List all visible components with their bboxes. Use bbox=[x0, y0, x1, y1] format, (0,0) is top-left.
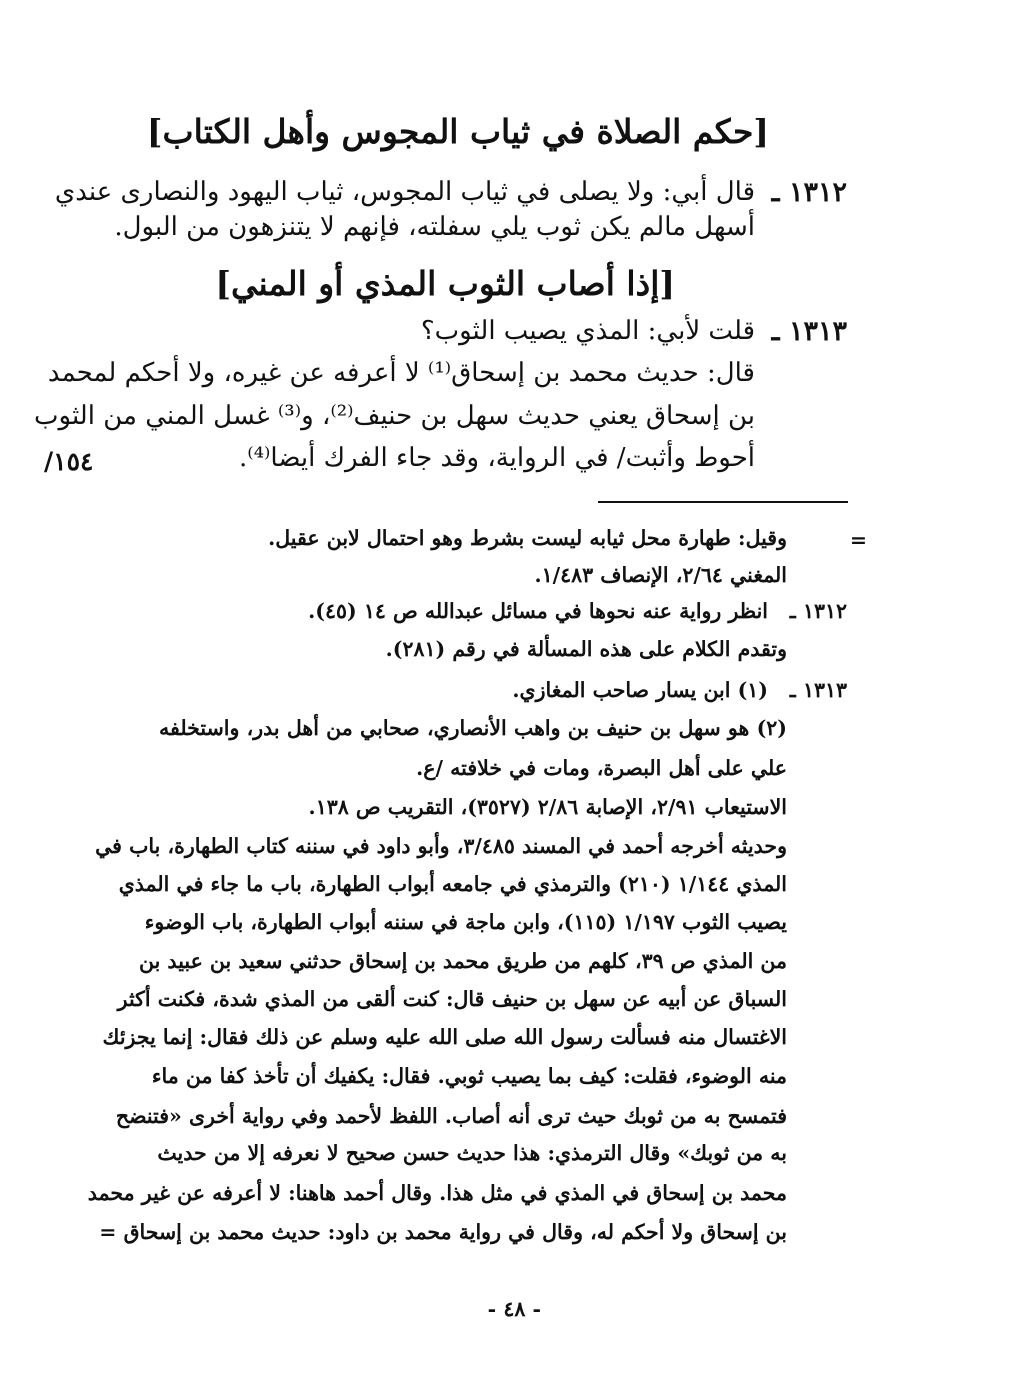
page-number: - ٤٨ - bbox=[487, 1297, 541, 1321]
footnote-line: من المذي ص ٣٩، كلهم من طريق محمد بن إسحاق حدثني سعيد بن عبيد بن bbox=[138, 949, 787, 973]
footnote-line: علي على أهل البصرة، ومات في خلافته /ع. bbox=[416, 756, 787, 780]
entry-text-line: أسهل مالم يكن ثوب يلي سفلته، فإنهم لا يتنزهون من البول. bbox=[114, 212, 755, 242]
footnote-separator bbox=[598, 501, 848, 503]
section-heading: [حكم الصلاة في ثياب المجوس وأهل الكتاب] bbox=[146, 112, 769, 151]
entry-text-line: قال: حديث محمد بن إسحاق⁽¹⁾ لا أعرفه عن غيره، ولا أحكم لمحمد bbox=[47, 358, 755, 388]
entry-text-line: قال أبي: ولا يصلى في ثياب المجوس، ثياب اليهود والنصارى عندي bbox=[54, 177, 755, 207]
section-heading: [إذا أصاب الثوب المذي أو المني] bbox=[215, 264, 675, 303]
entry-text-line: بن إسحاق يعني حديث سهل بن حنيف⁽²⁾، و⁽³⁾ غسل المني من الثوب bbox=[34, 401, 755, 431]
footnote-line: الاستيعاب ٢/٩١، الإصابة ٢/٨٦ (٣٥٢٧)، التقريب ص ١٣٨. bbox=[308, 795, 787, 819]
footnote-line: السباق عن أبيه عن سهل بن حنيف قال: كنت ألقى من المذي شدة، فكنت أكثر bbox=[117, 987, 787, 1011]
continuation-mark: = bbox=[849, 528, 867, 552]
footnote-number: ١٣١٢ ـ bbox=[789, 599, 847, 623]
footnote-line: محمد بن إسحاق في المذي في مثل هذا. وقال أحمد هاهنا: لا أعرفه عن غير محمد bbox=[87, 1181, 787, 1205]
footnote-line: بن إسحاق ولا أحكم له، وقال في رواية محمد بن داود: حديث محمد بن إسحاق = bbox=[99, 1220, 787, 1244]
footnote-line: المذي ١/١٤٤ (٢١٠) والترمذي في جامعه أبواب الطهارة، باب ما جاء في المذي bbox=[118, 872, 787, 896]
footnote-line: به من ثوبك» وقال الترمذي: هذا حديث حسن صحيح لا نعرفه إلا من حديث bbox=[157, 1141, 787, 1165]
footnote-line: منه الوضوء، فقلت: كيف بما يصيب ثوبي. فقال: يكفيك أن تأخذ كفا من ماء bbox=[151, 1064, 787, 1088]
footnote-line: المغني ٢/٦٤، الإنصاف ١/٤٨٣. bbox=[534, 563, 787, 587]
entry-number: ١٣١٢ ـ bbox=[771, 177, 847, 208]
footnote-line: (١) ابن يسار صاحب المغازي. bbox=[512, 678, 768, 702]
margin-page-reference: /١٥٤ bbox=[44, 447, 94, 476]
entry-text-line: قلت لأبي: المذي يصيب الثوب؟ bbox=[420, 316, 755, 346]
entry-number: ١٣١٣ ـ bbox=[771, 316, 847, 347]
footnote-line: وقيل: طهارة محل ثيابه ليست بشرط وهو احتمال لابن عقيل. bbox=[268, 526, 787, 550]
footnote-line: فتمسح به من ثوبك حيث ترى أنه أصاب. اللفظ لأحمد وفي رواية أخرى «فتنضح bbox=[115, 1104, 787, 1128]
footnote-line: انظر رواية عنه نحوها في مسائل عبدالله ص ١٤ (٤٥). bbox=[308, 599, 768, 623]
footnote-line: يصيب الثوب ١/١٩٧ (١١٥)، وابن ماجة في سننه أبواب الطهارة، باب الوضوء bbox=[144, 910, 787, 934]
entry-text-line: أحوط وأثبت/ في الرواية، وقد جاء الفرك أيضا⁽⁴⁾. bbox=[238, 443, 755, 473]
footnote-line: (٢) هو سهل بن حنيف بن واهب الأنصاري، صحابي من أهل بدر، واستخلفه bbox=[159, 716, 787, 740]
footnote-line: وتقدم الكلام على هذه المسألة في رقم (٢٨١). bbox=[385, 637, 787, 661]
footnote-number: ١٣١٣ ـ bbox=[789, 678, 847, 702]
footnote-line: وحديثه أخرجه أحمد في المسند ٣/٤٨٥، وأبو داود في سننه كتاب الطهارة، باب في bbox=[95, 834, 787, 858]
footnote-line: الاغتسال منه فسألت رسول الله صلى الله عليه وسلم عن ذلك فقال: إنما يجزئك bbox=[102, 1025, 787, 1049]
